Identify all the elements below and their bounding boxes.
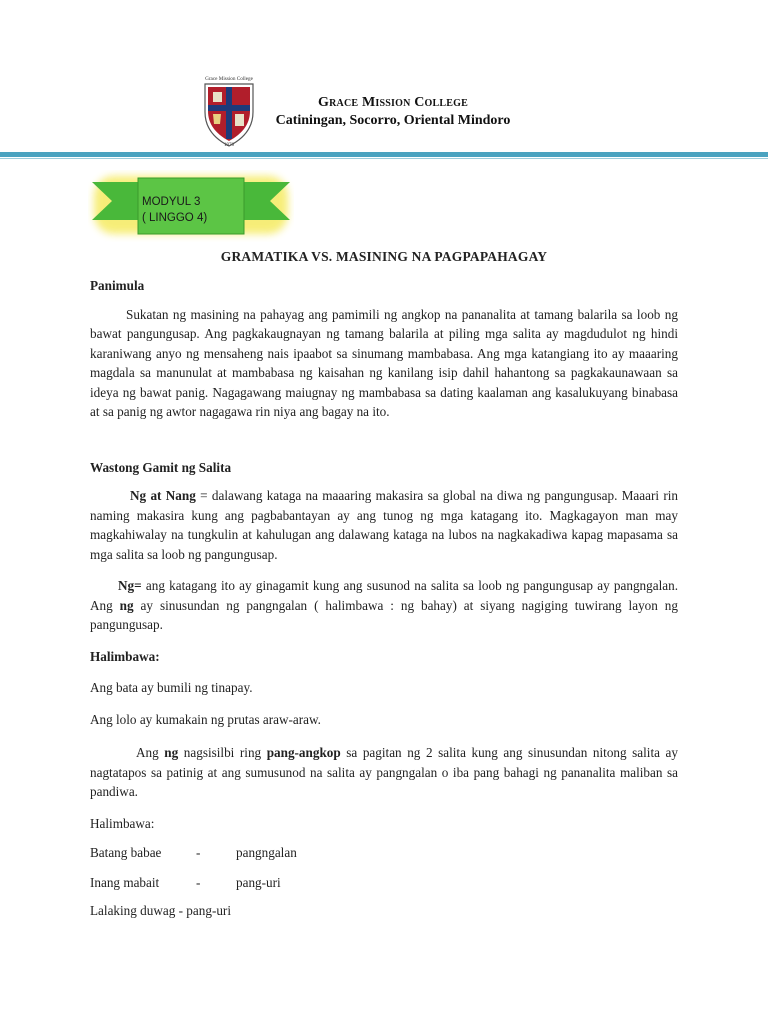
ng-at-nang-body: dalawang kataga na maaaring makasira sa global na diwa ng pangungusap. Maaari rin naming makasira kung ang pagbabantayan ay ang tunog ng mga katagang ito. Magkagayon man may magkahiwalay na tungkulin at kahulugan ang dalawang kataga na lubos na nagkakadiwa kapag mapasama sa mga salita sa loob ng pangungusap.	[90, 488, 679, 562]
pang-angkop-pre: Ang	[136, 745, 165, 760]
ng-bold: ng	[119, 597, 134, 613]
module-label	[142, 194, 232, 226]
pang-angkop-post: sa pagitan ng 2 salita kung ang sinusundan nitong salita ay nagtatapos sa patinig at ang sumusunod na salita ay pangngalan o iba pang bahagi ng pananalita maliban sa pandiwa.	[90, 745, 678, 799]
panimula-paragraph: Sukatan ng masining na pahayag ang pamimili ng angkop na pananalita at tamang balarila sa loob ng bawat pangungusap. Ang pagkakaugnayan ng tamang balarila at piling mga salita ay magdudulot ng hindi karaniwang anyo ng mensaheng nais ipaabot sa sinumang mambabasa. Ang mga katangiang ito ay maaaring magdala sa manunulat at mambabasa ng kaisahan ng kanilang isip dahil hahantong sa pagkakaunawaan sa ideya ng bawat panig. Nagagawang maiugnay ng mambabasa sa dating kaalaman ang kasalukuyang binabasa at sa panig ng awtor nagagawa rin niya ang bagay na ito.	[90, 306, 678, 419]
example-dash: -	[196, 845, 201, 860]
header-divider-thin	[0, 158, 768, 159]
page-header	[0, 0, 768, 160]
school-info	[258, 95, 528, 129]
college-seal-logo	[200, 72, 258, 148]
halimbawa2-heading: Halimbawa:	[90, 815, 155, 831]
example-row	[90, 843, 678, 863]
section-heading-wastong: Wastong Gamit ng Salita	[90, 459, 232, 475]
example-type: pang-uri	[236, 874, 281, 890]
module-number: MODYUL 3	[142, 196, 201, 208]
ng-term: Ng=	[118, 578, 142, 593]
ng-at-nang-paragraph	[90, 486, 678, 564]
pang-angkop-term: pang-angkop	[266, 745, 341, 760]
halimbawa-heading: Halimbawa:	[90, 648, 160, 664]
ng-at-nang-term: Ng at Nang	[130, 488, 196, 503]
module-week: ( LINGGO 4)	[142, 212, 208, 224]
example-word: Batang babae	[90, 845, 162, 860]
ng-at-nang-equals: =	[195, 488, 212, 503]
ng-paragraph	[90, 576, 678, 635]
header-divider	[0, 152, 768, 157]
example-row	[90, 873, 678, 893]
example-sentence-2: Ang lolo ay kumakain ng prutas araw-araw.	[90, 711, 321, 727]
example-word: Inang mabait	[90, 874, 160, 890]
ng-body-2: ay sinusundan ng pangngalan ( halimbawa : ng bahay) at siyang nagiging tuwirang layon ng pangungusap.	[90, 597, 678, 632]
document-body	[90, 276, 678, 921]
pang-angkop-ng: ng	[164, 745, 179, 760]
logo-year: 1976	[224, 143, 234, 148]
example-last-line: Lalaking duwag - pang-uri	[90, 903, 231, 918]
school-address: Catiningan, Socorro, Oriental Mindoro	[275, 113, 511, 128]
example-sentence-1: Ang bata ay bumili ng tinapay.	[90, 680, 253, 695]
school-name: Grace Mission College	[318, 95, 468, 110]
document-title: GRAMATIKA VS. MASINING NA PAGPAPAHAGAY	[220, 249, 548, 264]
example-dash: -	[196, 874, 201, 890]
logo-arc-text: Grace Mission College	[205, 76, 253, 82]
pang-angkop-paragraph	[90, 743, 678, 802]
pang-angkop-mid: nagsisilbi ring	[178, 745, 267, 760]
section-heading-panimula: Panimula	[90, 278, 145, 293]
ng-body-1: ang katagang ito ay ginagamit kung ang susunod na salita sa loob ng pangungusap ay pangngalan. Ang	[90, 578, 678, 613]
example-type: pangngalan	[236, 845, 297, 860]
